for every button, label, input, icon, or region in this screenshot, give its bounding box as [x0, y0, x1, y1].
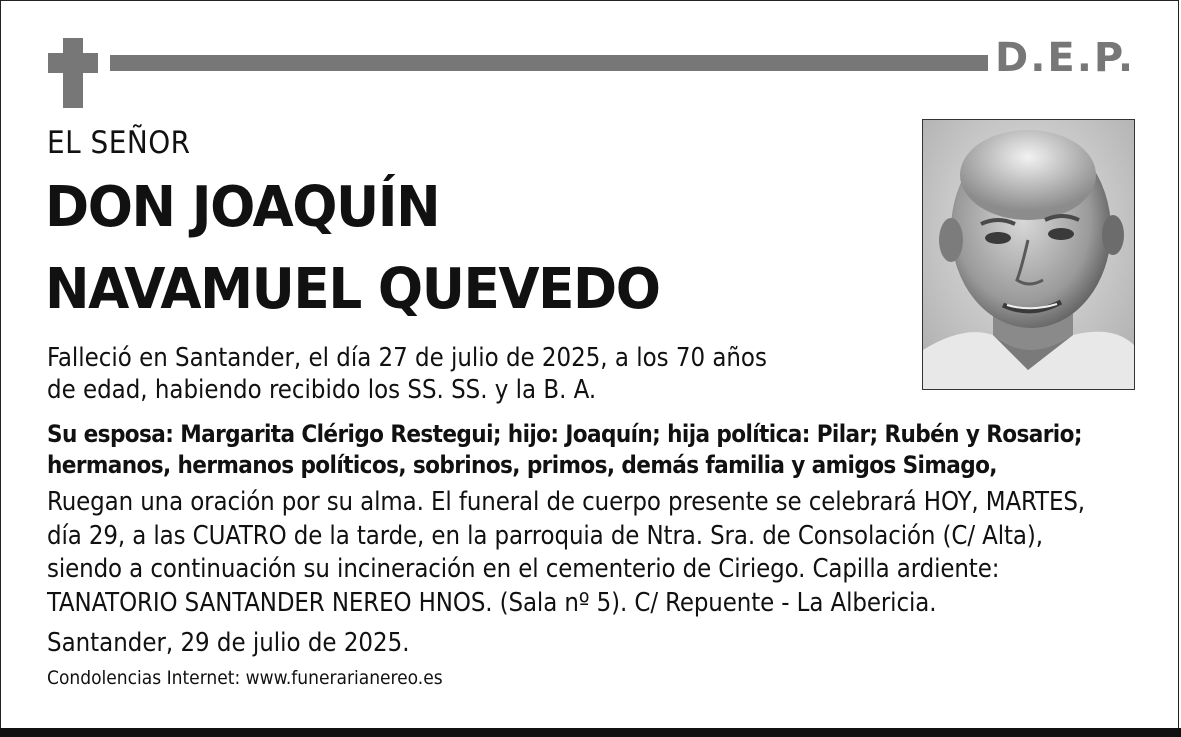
dep-label: D.E.P.: [995, 35, 1136, 81]
cross-icon-bar: [48, 53, 98, 73]
funeral-details-line: Ruegan una oración por su alma. El funeral de cuerpo presente se celebrará HOY, MARTES,: [47, 487, 1085, 517]
deceased-name-line1: DON JOAQUÍN: [45, 175, 440, 240]
portrait-photo: [922, 119, 1135, 390]
funeral-details: [47, 486, 1085, 620]
bottom-border: [0, 728, 1181, 737]
deceased-name-line2: NAVAMUEL QUEVEDO: [45, 257, 660, 322]
funeral-details-line: día 29, a las CUATRO de la tarde, en la parroquia de Ntra. Sra. de Consolación (C/ Alta),: [47, 520, 1043, 551]
funeral-details-line: TANATORIO SANTANDER NEREO HNOS. (Sala nº 5). C/ Repuente - La Albericia.: [47, 587, 937, 618]
family-list-line: hermanos, hermanos políticos, sobrinos, primos, demás familia y amigos Simago,: [47, 451, 997, 479]
death-statement-line: Falleció en Santander, el día 27 de julio de 2025, a los 70 años: [47, 343, 767, 373]
condolences-web: Condolencias Internet: www.funerarianereo.es: [47, 667, 443, 689]
family-list: [47, 419, 1082, 481]
place-date: Santander, 29 de julio de 2025.: [47, 628, 410, 658]
death-statement: [47, 342, 767, 406]
honorific: EL SEÑOR: [47, 125, 191, 161]
death-statement-line: de edad, habiendo recibido los SS. SS. y la B. A.: [47, 375, 597, 405]
header-rule: [110, 55, 988, 71]
cross-icon: [63, 38, 83, 108]
funeral-details-line: siendo a continuación su incineración en el cementerio de Ciriego. Capilla ardiente:: [47, 554, 1000, 584]
family-list-line: Su esposa: Margarita Clérigo Restegui; hijo: Joaquín; hija política: Pilar; Rubén y Rosario;: [47, 420, 1082, 448]
